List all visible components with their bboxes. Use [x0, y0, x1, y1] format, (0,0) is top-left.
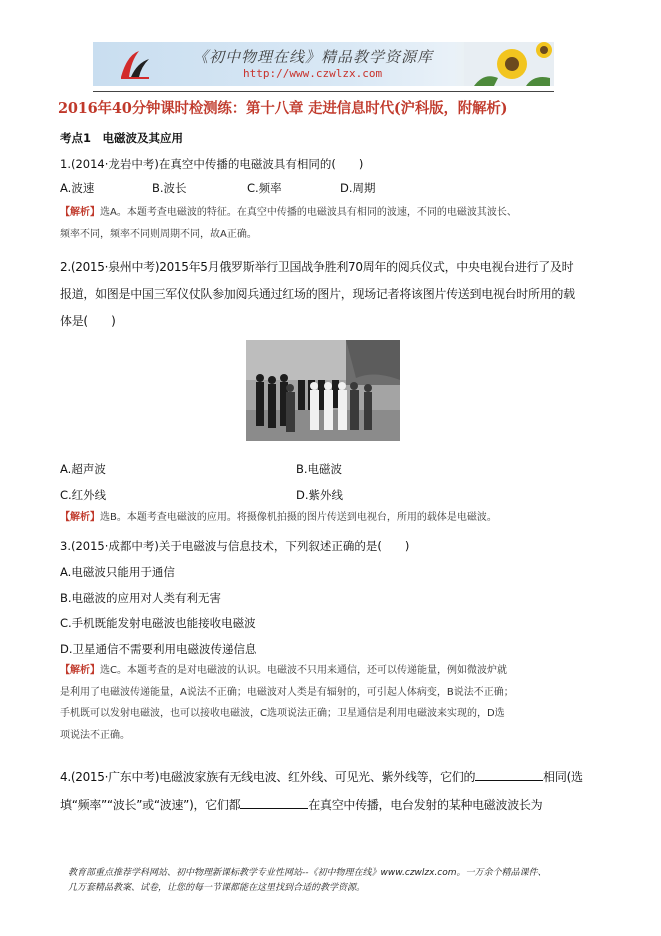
q2-option-b: B.电磁波 — [296, 462, 343, 476]
question-4-stem — [60, 768, 583, 785]
analysis-tag: 【解析】 — [60, 207, 100, 218]
section-heading: 考点1 电磁波及其应用 — [60, 131, 184, 145]
q1-option-a: A.波速 — [60, 181, 95, 195]
question-1-stem: 1.(2014·龙岩中考)在真空中传播的电磁波具有相同的( ) — [60, 157, 364, 171]
q2-analysis — [60, 507, 605, 529]
analysis-text: 是利用了电磁波传递能量，A说法不正确；电磁波对人类是有辐射的，可引起人体病变，B说法不正确； — [60, 686, 514, 698]
q4-text: 4.(2015·广东中考)电磁波家族有无线电波、红外线、可见光、紫外线等，它们的 — [60, 770, 476, 784]
question-3-stem: 3.(2015·成都中考)关于电磁波与信息技术，下列叙述正确的是( ) — [60, 539, 410, 553]
q4-text: 填“频率”“波长”或“波速”)，它们都 — [60, 798, 241, 812]
banner-title: 《初中物理在线》精品教学资源库 — [193, 48, 434, 66]
q3-option-a: A.电磁波只能用于通信 — [60, 565, 175, 579]
footer-line: 几万套精品教案、试卷，让您的每一节课都能在这里找到合适的教学资源。 — [68, 883, 366, 893]
q3-option-c: C.手机既能发射电磁波也能接收电磁波 — [60, 616, 256, 630]
question-2-stem: 体是( ) — [60, 314, 116, 328]
q3-option-d: D.卫星通信不需要利用电磁波传递信息 — [60, 642, 257, 656]
q3-option-b: B.电磁波的应用对人类有利无害 — [60, 591, 222, 605]
q1-option-c: C.频率 — [247, 181, 282, 195]
page-title: 2016年40分钟课时检测练：第十八章 走进信息时代(沪科版，附解析) — [58, 100, 508, 117]
header-banner — [93, 42, 554, 86]
analysis-text: 频率不同，频率不同则周期不同，故A正确。 — [60, 228, 257, 240]
analysis-text: 手机既可以发射电磁波，也可以接收电磁波，C选项说法正确；卫星通信是利用电磁波来实现的，D选 — [60, 708, 505, 719]
analysis-tag: 【解析】 — [60, 665, 100, 676]
analysis-text: 项说法不正确。 — [60, 729, 130, 741]
q1-analysis — [60, 202, 605, 245]
question-2-stem: 报道，如图是中国三军仪仗队参加阅兵通过红场的图片，现场记者将该图片传送到电视台时所用的载 — [60, 287, 575, 301]
q4-text: 在真空中传播，电台发射的某种电磁波波长为 — [308, 798, 543, 812]
analysis-tag: 【解析】 — [60, 512, 100, 523]
analysis-text: 选A。本题考查电磁波的特征。在真空中传播的电磁波具有相同的波速，不同的电磁波其波长、 — [100, 207, 517, 218]
question-4-stem — [60, 796, 542, 813]
q4-text: 相同(选 — [543, 770, 583, 784]
question-2-stem: 2.(2015·泉州中考)2015年5月俄罗斯举行卫国战争胜利70周年的阅兵仪式，中央电视台进行了及时 — [60, 260, 574, 274]
honor-guard-photo — [246, 340, 400, 441]
q2-option-c: C.红外线 — [60, 488, 107, 502]
footer-line: 教育部重点推荐学科网站、初中物理新课标教学专业性网站--《初中物理在线》www.czwlzx.com。一万余个精品课件、 — [68, 868, 547, 878]
banner-url: http://www.czwlzx.com — [243, 67, 383, 80]
sunflower-icon — [464, 42, 554, 86]
analysis-text: 选B。本题考查电磁波的应用。将摄像机拍摄的图片传送到电视台，所用的载体是电磁波。 — [100, 512, 497, 523]
page-footer — [68, 866, 608, 896]
q1-option-b: B.波长 — [152, 181, 187, 195]
q1-option-d: D.周期 — [340, 181, 376, 195]
q2-option-d: D.紫外线 — [296, 488, 344, 502]
q2-option-a: A.超声波 — [60, 462, 106, 476]
site-logo-icon — [117, 47, 153, 83]
fill-blank-2[interactable] — [240, 796, 308, 809]
analysis-text: 选C。本题考查的是对电磁波的认识。电磁波不只用来通信，还可以传递能量，例如微波炉就 — [100, 665, 507, 676]
q3-analysis — [60, 660, 605, 746]
header-rule — [93, 91, 554, 92]
fill-blank-1[interactable] — [475, 768, 543, 781]
parade-image-icon — [246, 340, 400, 441]
